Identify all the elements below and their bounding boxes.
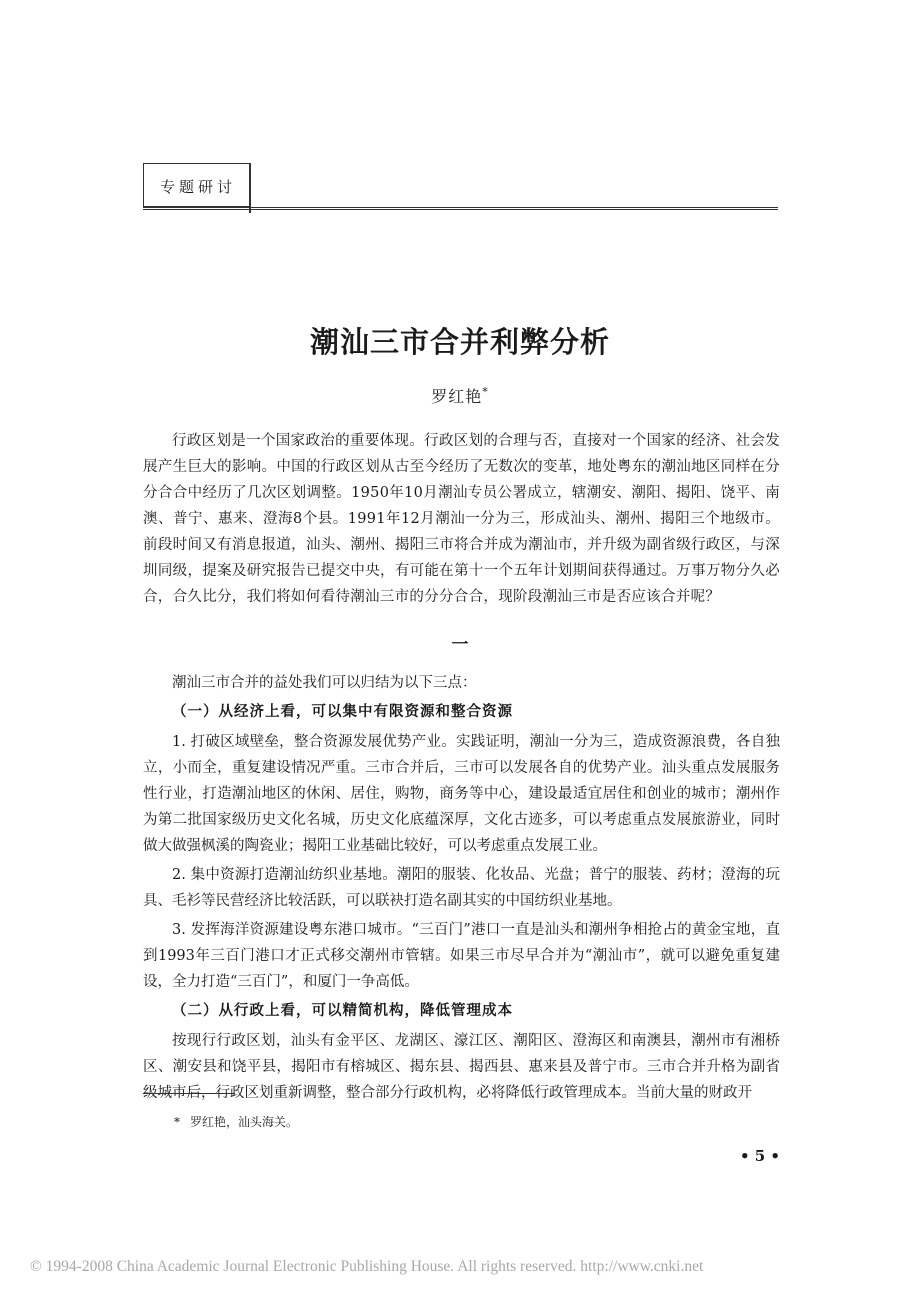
footnote-mark: *	[174, 1115, 180, 1129]
page-number: • 5 •	[739, 1147, 780, 1165]
paragraph: 潮汕三市合并的益处我们可以归结为以下三点：	[172, 675, 477, 691]
author-name: 罗红艳	[431, 387, 483, 406]
author-line	[0, 384, 920, 407]
paragraph: 按现行行政区划，汕头有金平区、龙湖区、濠江区、潮阳区、澄海区和南澳县，潮州市有湘桥区、潮安县和饶平县，揭阳市有榕城区、揭东县、揭西县、惠来县及普宁市。三市合并升格为副省级城市后，行政区划重新调整，整合部分行政机构，必将降低行政管理成本。当前大量的财政开	[143, 1033, 780, 1101]
copyright-notice: © 1994-2008 China Academic Journal Electronic Publishing House. All rights reserved. http://www.cnki.net	[30, 1258, 704, 1275]
paragraph: 2. 集中资源打造潮汕纺织业基地。潮阳的服装、化妆品、光盘；普宁的服装、药材；澄海的玩具、毛衫等民营经济比较活跃，可以联袂打造名副其实的中国纺织业基地。	[143, 867, 780, 909]
paragraph: 3. 发挥海洋资源建设粤东港口城市。“三百门”港口一直是汕头和潮州争相抢占的黄金宝地，直到1993年三百门港口才正式移交潮州市管辖。如果三市尽早合并为“潮汕市”，就可以避免重复建设，全力打造“三百门”，和厦门一争高低。	[143, 922, 780, 990]
header-rule	[143, 207, 778, 210]
paragraph: 1. 打破区域壁垒，整合资源发展优势产业。实践证明，潮汕一分为三，造成资源浪费，各自独立，小而全，重复建设情况严重。三市合并后，三市可以发展各自的优势产业。汕头重点发展服务性行业，打造潮汕地区的休闲、居住，购物，商务等中心，建设最适宜居住和创业的城市；潮州作为第二批国家级历史文化名城，历史文化底蕴深厚，文化古迹多，可以考虑重点发展旅游业，同时做大做强枫溪的陶瓷业；揭阳工业基础比较好，可以考虑重点发展工业。	[143, 734, 780, 854]
footnote-text: 罗红艳，汕头海关。	[190, 1115, 299, 1129]
subsection-heading: （一）从经济上看，可以集中有限资源和整合资源	[172, 703, 513, 720]
abstract: 行政区划是一个国家政治的重要体现。行政区划的合理与否，直接对一个国家的经济、社会发展产生巨大的影响。中国的行政区划从古至今经历了无数次的变革，地处粤东的潮汕地区同样在分分合合中经历了几次区划调整。1950年10月潮汕专员公署成立，辖潮安、潮阳、揭阳、饶平、南澳、普宁、惠来、澄海8个县。1991年12月潮汕一分为三，形成汕头、潮州、揭阳三个地级市。前段时间又有消息报道，汕头、潮州、揭阳三市将合并成为潮汕市，并升级为副省级行政区，与深圳同级，提案及研究报告已提交中央，有可能在第十一个五年计划期间获得通过。万事万物分久必合，合久比分，我们将如何看待潮汕三市的分分合合，现阶段潮汕三市是否应该合并呢？	[143, 433, 780, 605]
section-tag: 专题研讨	[159, 178, 236, 196]
section-number: 一	[451, 635, 469, 655]
subsection-heading: （二）从行政上看，可以精简机构，降低管理成本	[172, 1002, 513, 1019]
article-title: 潮汕三市合并利弊分析	[309, 325, 610, 359]
footnote-rule	[143, 1093, 235, 1094]
section-tag-border	[249, 163, 251, 213]
article-body	[143, 670, 780, 1109]
author-footnote-mark: *	[482, 385, 489, 399]
footnote	[174, 1113, 298, 1130]
